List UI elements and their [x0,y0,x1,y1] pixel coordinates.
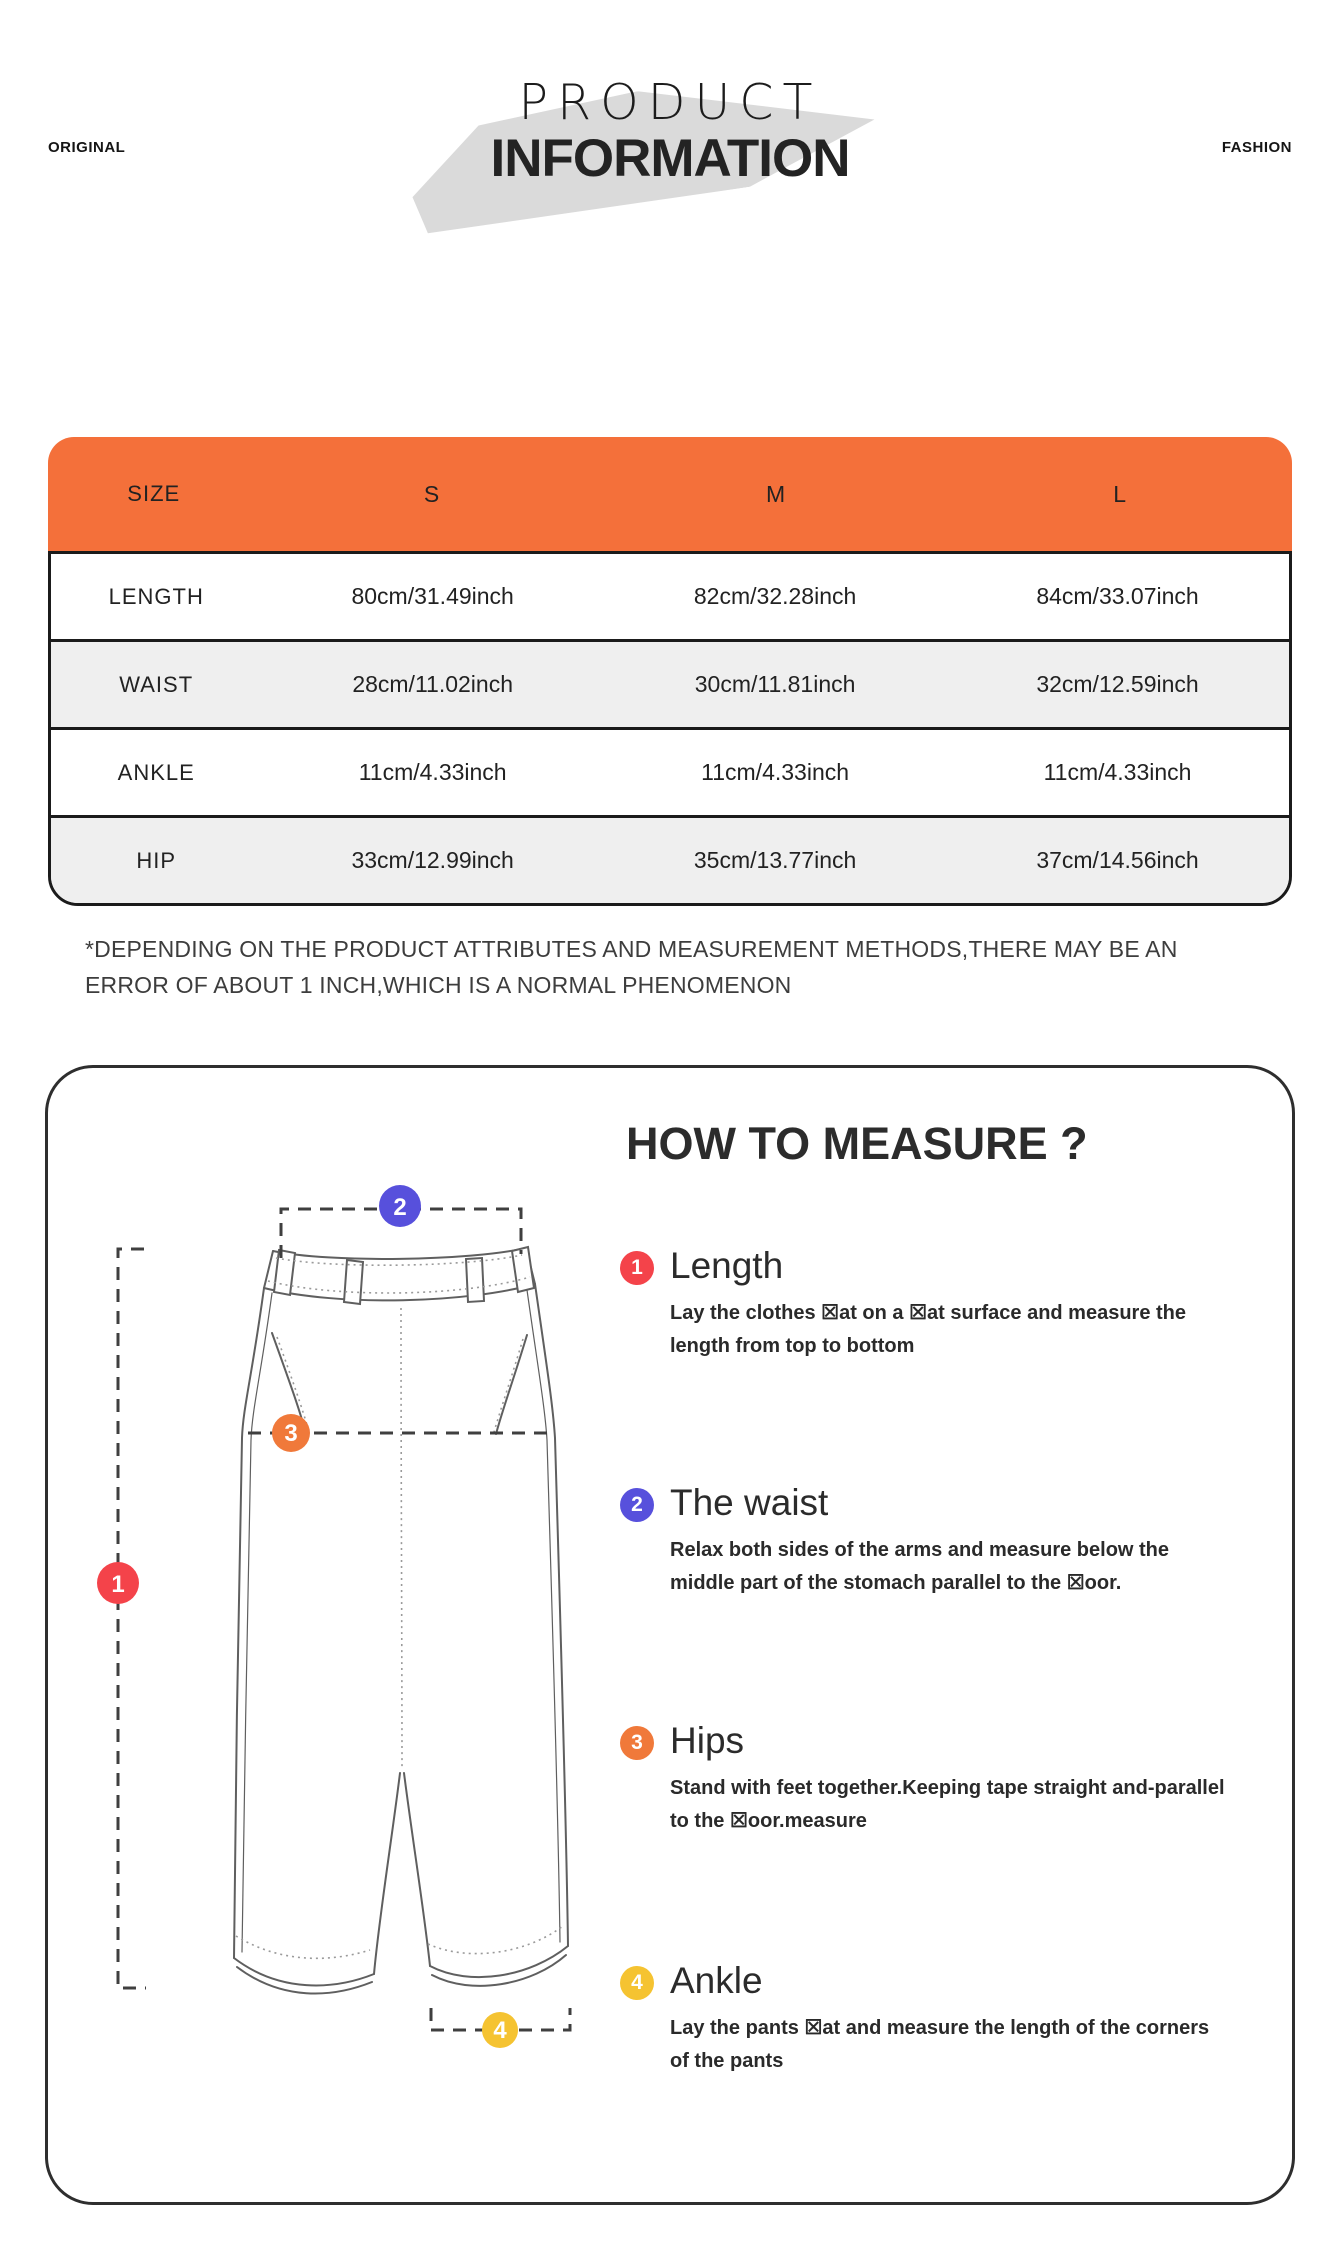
row-label: LENGTH [108,583,204,609]
header-right-tag: FASHION [1221,139,1292,156]
row-label: WAIST [119,671,194,697]
diagram-marker-circles [97,1185,518,2048]
table-row [51,815,1289,903]
row-label: ANKLE [117,759,195,785]
item-description: Relax both sides of the arms and measure below the middle part of the stomach parallel to the ☒oor. [670,1539,1170,1594]
cell-value: 11cm/4.33inch [701,759,850,785]
table-row [51,554,1289,639]
page-title-line1: PRODUCT [518,74,822,131]
how-to-measure-card [45,1065,1295,2205]
size-col-header: SIZE [127,481,181,506]
item-heading: Hips [670,1720,745,1761]
measure-item-waist [620,1481,1230,1600]
cell-value: 33cm/12.99inch [351,847,514,873]
measure-guide-lines [118,1209,570,2030]
cell-value: 35cm/13.77inch [693,847,857,873]
header-left-tag: ORIGINAL [48,139,126,156]
cell-value: 32cm/12.59inch [1036,671,1199,697]
cell-value: 80cm/31.49inch [351,583,514,609]
row-label: HIP [136,847,177,873]
page-title-line2: INFORMATION [490,129,850,188]
cell-value: 28cm/11.02inch [352,671,513,697]
item-heading: Length [670,1245,784,1286]
cell-value: 11cm/4.33inch [1043,759,1192,785]
measure-item-length [620,1244,1230,1363]
item-description: Lay the pants ☒at and measure the length of the corners of the pants [670,2017,1210,2072]
table-row [51,727,1289,815]
cell-value: 82cm/32.28inch [693,583,857,609]
size-table [48,437,1292,906]
marker-4-number: 4 [493,2017,507,2044]
table-row [51,639,1289,727]
item-number-badge: 2 [620,1488,654,1522]
item-number-badge: 4 [620,1966,654,2000]
size-col-header: M [766,480,786,507]
marker-2-number: 2 [393,1194,407,1221]
size-table-header [48,437,1292,551]
item-heading: The waist [670,1482,829,1523]
size-col-header: S [423,480,440,507]
cell-value: 84cm/33.07inch [1036,583,1199,609]
measure-item-hips [620,1719,1230,1838]
item-description: Stand with feet together.Keeping tape straight and-parallel to the ☒oor.measure [670,1777,1225,1832]
item-number-badge: 3 [620,1726,654,1760]
page-title [0,76,1340,188]
cell-value: 11cm/4.33inch [358,759,507,785]
measurement-disclaimer: *DEPENDING ON THE PRODUCT ATTRIBUTES AND MEASUREMENT METHODS,THERE MAY BE AN ERROR OF ABOUT 1 INCH,WHICH IS A NORMAL PHENOMENON [85,936,1178,998]
how-to-measure-title: HOW TO MEASURE ? [626,1118,1088,1169]
cell-value: 37cm/14.56inch [1036,847,1199,873]
pants-measurement-diagram [68,1146,628,2156]
measure-item-ankle [620,1959,1230,2078]
cell-value: 30cm/11.81inch [694,671,856,697]
marker-3-number: 3 [284,1420,298,1447]
item-description: Lay the clothes ☒at on a ☒at surface and measure the length from top to bottom [670,1302,1187,1357]
item-heading: Ankle [670,1960,763,2001]
size-table-body [48,551,1292,906]
size-col-header: L [1113,480,1127,507]
item-number-badge: 1 [620,1251,654,1285]
marker-1-number: 1 [111,1571,125,1598]
